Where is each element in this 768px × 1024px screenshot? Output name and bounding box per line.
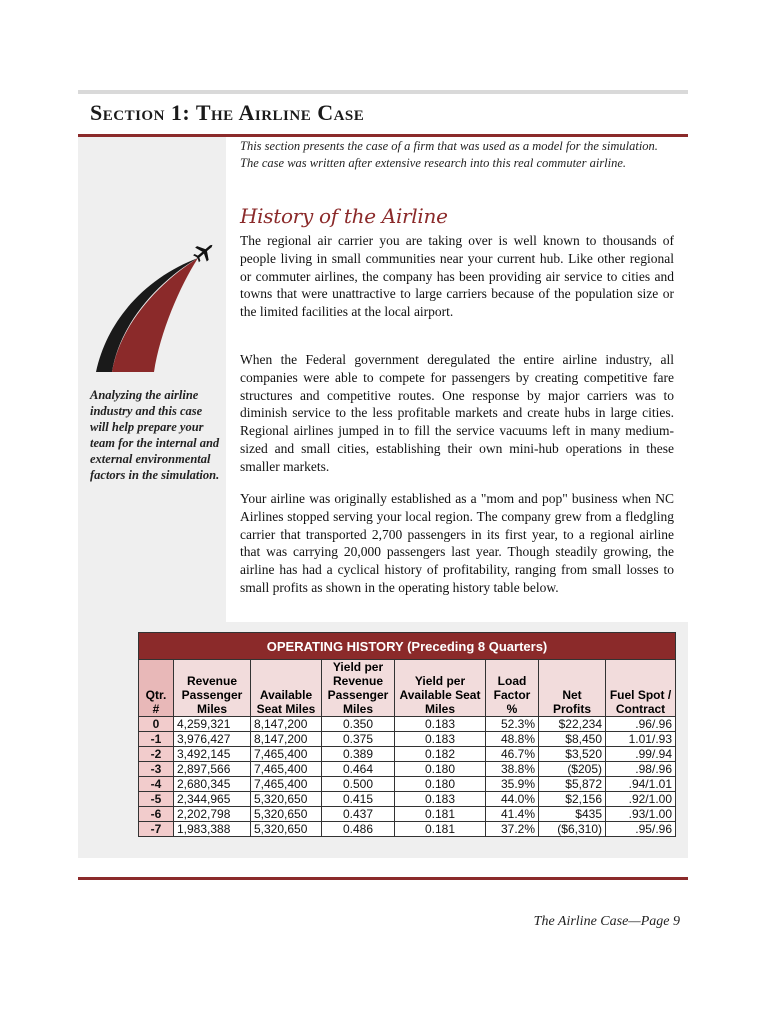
cell-asm: 5,320,650 [251,807,322,822]
cell-yield-asm: 0.180 [395,762,486,777]
cell-qtr: -2 [139,747,174,762]
cell-fuel: .99/.94 [606,747,676,762]
cell-yield-asm: 0.182 [395,747,486,762]
table-row [139,732,676,747]
airline-logo [90,236,218,376]
cell-fuel: 1.01/.93 [606,732,676,747]
cell-qtr: -5 [139,792,174,807]
cell-rpm: 3,976,427 [174,732,251,747]
cell-rpm: 2,897,566 [174,762,251,777]
cell-rpm: 2,680,345 [174,777,251,792]
table-row [139,807,676,822]
paragraph-2: When the Federal government deregulated the entire airline industry, all companies were able to compete for passengers by creating competitive fare structures and competitive routes. One response by major carriers was to diminish service to the less profitable markets and create hubs in large cities. Regional airlines jumped in to fill the service vacuums left in many medium-sized and small cities, establishing their own mini-hub operations in these smaller markets. [240,352,674,474]
cell-rpm: 4,259,321 [174,717,251,732]
cell-net-profits: $5,872 [539,777,606,792]
cell-yield-rpm: 0.437 [322,807,395,822]
cell-asm: 7,465,400 [251,747,322,762]
cell-fuel: .93/1.00 [606,807,676,822]
cell-qtr: 0 [139,717,174,732]
cell-net-profits: $2,156 [539,792,606,807]
cell-fuel: .96/.96 [606,717,676,732]
header-net-profits: Net Profits [539,660,606,717]
cell-qtr: -3 [139,762,174,777]
cell-yield-rpm: 0.375 [322,732,395,747]
cell-rpm: 3,492,145 [174,747,251,762]
cell-yield-rpm: 0.350 [322,717,395,732]
cell-fuel: .92/1.00 [606,792,676,807]
cell-asm: 5,320,650 [251,822,322,837]
cell-asm: 7,465,400 [251,777,322,792]
cell-yield-asm: 0.181 [395,822,486,837]
header-yield-rpm: Yield per Revenue Passenger Miles [322,660,395,717]
cell-yield-rpm: 0.500 [322,777,395,792]
header-yield-asm: Yield per Available Seat Miles [395,660,486,717]
header-load-factor: Load Factor % [486,660,539,717]
cell-rpm: 1,983,388 [174,822,251,837]
table-title: OPERATING HISTORY (Preceding 8 Quarters) [139,633,676,660]
header-revenue-passenger-miles: Revenue Passenger Miles [174,660,251,717]
table-row [139,717,676,732]
cell-yield-asm: 0.181 [395,807,486,822]
cell-qtr: -1 [139,732,174,747]
cell-net-profits: ($6,310) [539,822,606,837]
cell-fuel: .98/.96 [606,762,676,777]
header-available-seat-miles: Available Seat Miles [251,660,322,717]
cell-net-profits: $8,450 [539,732,606,747]
sidebar-note: Analyzing the airline industry and this case will help prepare your team for the internal and external environmental factors in the simulation. [90,388,220,482]
cell-load-factor: 48.8% [486,732,539,747]
cell-net-profits: ($205) [539,762,606,777]
cell-asm: 7,465,400 [251,762,322,777]
paragraph-1: The regional air carrier you are taking over is well known to thousands of people living in small communities near your current hub. Like other regional or commuter airlines, the company has been providing air service to cities and towns that were unattractive to large carriers because of the population size or the limited facilities at the local airport. [240,233,674,320]
table-header-row [139,660,676,717]
table-row [139,777,676,792]
section-title: Section 1: The Airline Case [90,100,365,125]
history-heading: History of the Airline [240,204,448,228]
cell-yield-rpm: 0.415 [322,792,395,807]
cell-yield-rpm: 0.389 [322,747,395,762]
cell-rpm: 2,344,965 [174,792,251,807]
cell-rpm: 2,202,798 [174,807,251,822]
cell-net-profits: $3,520 [539,747,606,762]
cell-yield-rpm: 0.464 [322,762,395,777]
page-footer: The Airline Case—Page 9 [533,914,680,929]
cell-yield-rpm: 0.486 [322,822,395,837]
top-rule [78,90,688,94]
paragraph-3: Your airline was originally established as a "mom and pop" business when NC Airlines stopped serving your local region. The company grew from a fledgling carrier that transported 2,700 passengers in its first year, to a regional airline that was carrying 20,000 passengers last year. Though steadily growing, the airline has had a cyclical history of profitability, ranging from small losses to small profits as shown in the operating history table below. [240,491,674,595]
cell-net-profits: $22,234 [539,717,606,732]
cell-qtr: -6 [139,807,174,822]
cell-load-factor: 44.0% [486,792,539,807]
table-title-row [139,633,676,660]
cell-load-factor: 37.2% [486,822,539,837]
cell-qtr: -4 [139,777,174,792]
bottom-rule [78,877,688,880]
intro-text: This section presents the case of a firm that was used as a model for the simulation. The case was written after extensive research into this real commuter airline. [240,139,658,170]
table-row [139,822,676,837]
table-row [139,747,676,762]
cell-yield-asm: 0.180 [395,777,486,792]
cell-load-factor: 38.8% [486,762,539,777]
cell-asm: 8,147,200 [251,732,322,747]
cell-load-factor: 35.9% [486,777,539,792]
cell-load-factor: 52.3% [486,717,539,732]
cell-asm: 8,147,200 [251,717,322,732]
cell-load-factor: 46.7% [486,747,539,762]
cell-yield-asm: 0.183 [395,792,486,807]
header-qtr: Qtr. # [139,660,174,717]
table-row [139,762,676,777]
header-fuel-spot-contract: Fuel Spot / Contract [606,660,676,717]
cell-load-factor: 41.4% [486,807,539,822]
cell-fuel: .94/1.01 [606,777,676,792]
cell-qtr: -7 [139,822,174,837]
table-row [139,792,676,807]
cell-net-profits: $435 [539,807,606,822]
operating-history-table [138,632,676,837]
cell-asm: 5,320,650 [251,792,322,807]
cell-fuel: .95/.96 [606,822,676,837]
cell-yield-asm: 0.183 [395,732,486,747]
cell-yield-asm: 0.183 [395,717,486,732]
